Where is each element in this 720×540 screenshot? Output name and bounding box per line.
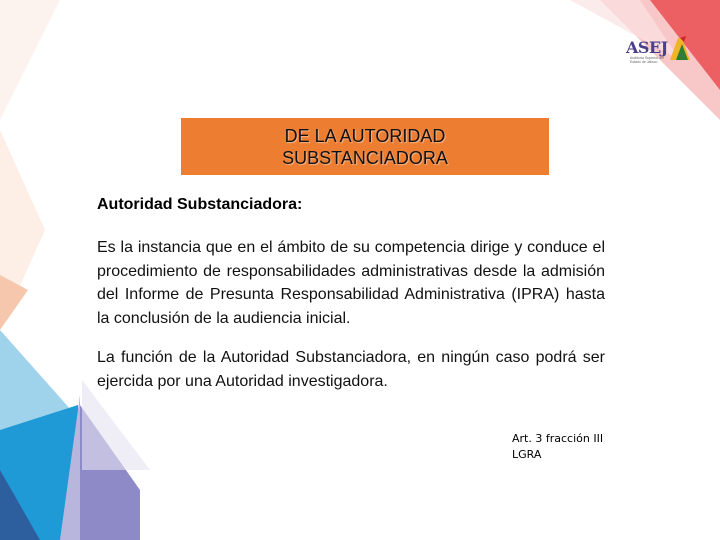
paragraph-definition: Es la instancia que en el ámbito de su competencia dirige y conduce el procedimiento de responsabilidades administrativas desde la admisión del Informe de Presunta Responsabilidad Administrativa (IPRA) hasta la conclusión de la audiencia inicial.: [97, 239, 605, 327]
deco-triangle-faint-top: [0, 0, 60, 120]
subheading: Autoridad Substanciadora:: [97, 196, 303, 213]
deco-triangle-pale: [82, 380, 150, 470]
legal-reference: [512, 431, 642, 463]
reference-line-1: Art. 3 fracción III: [512, 432, 604, 445]
logo-tagline: Auditoría Superior del Estado de Jalisco: [630, 56, 664, 64]
paragraph-function: La función de la Autoridad Substanciadora, en ningún caso podrá ser ejercida por una Autoridad investigadora.: [97, 349, 605, 390]
asej-logo: [626, 34, 696, 76]
reference-line-2: LGRA: [512, 448, 542, 461]
title-line-1: DE LA AUTORIDAD: [284, 125, 446, 146]
deco-triangle-peach: [0, 275, 28, 330]
logo-mark-icon: [666, 34, 694, 64]
logo-name: ASEJ: [626, 38, 668, 57]
title-box: [181, 118, 549, 175]
title-line-2: SUBSTANCIADORA: [282, 147, 448, 168]
